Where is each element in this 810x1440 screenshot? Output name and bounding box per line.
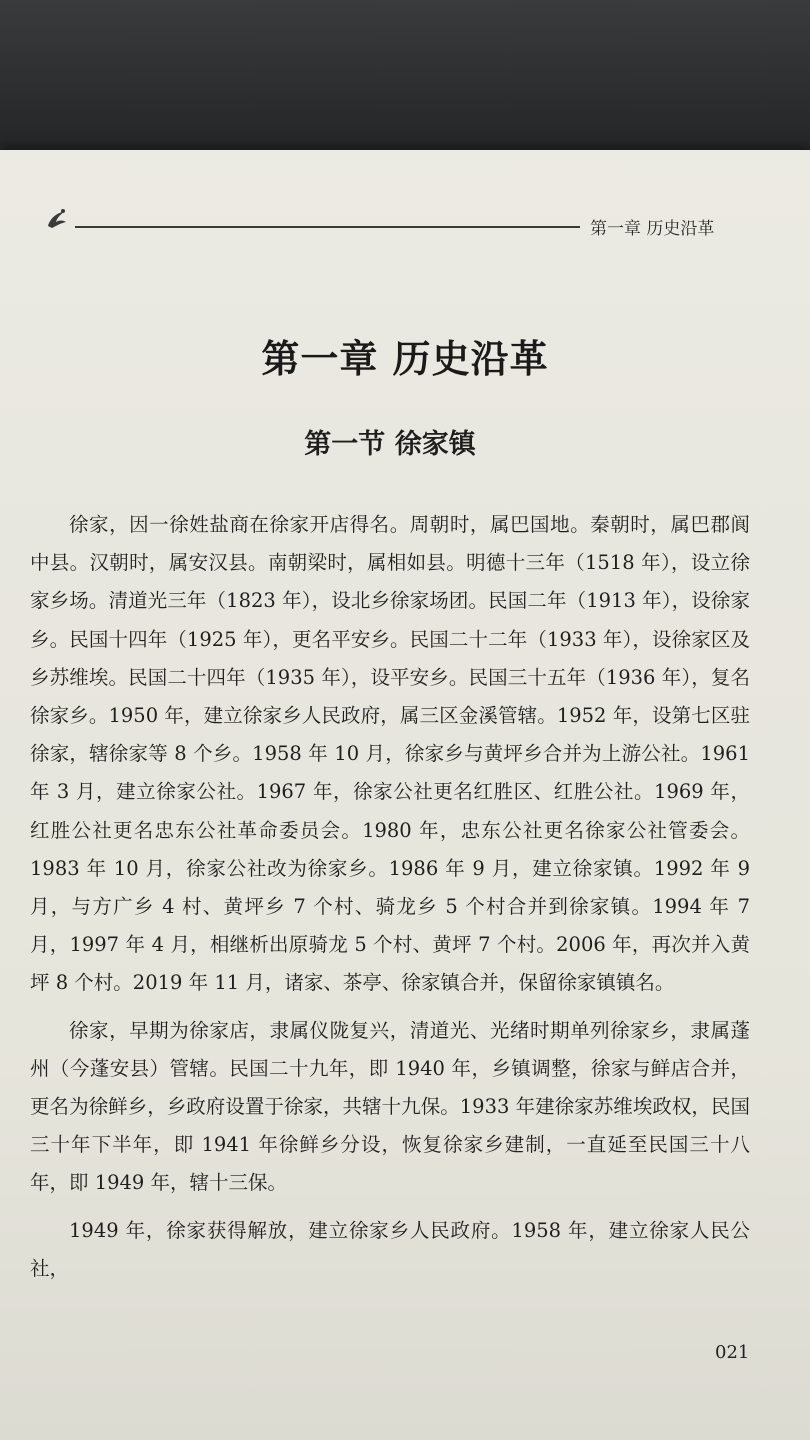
body-text [30,506,750,1288]
page-number: 021 [715,1342,750,1363]
header-rule [75,226,580,228]
paragraph-2: 徐家，早期为徐家店，隶属仪陇复兴，清道光、光绪时期单列徐家乡，隶属蓬州（今蓬安县）管辖。民国二十九年，即 1940 年，乡镇调整，徐家与鲜店合并，更名为徐鲜乡，乡政府设置于徐家，共辖十九保。1933 年建徐家苏维埃政权，民国三十年下半年，即 1941 年徐鲜乡分设，恢复徐家乡建制，一直延至民国三十八年，即 1949 年，辖十三保。 [30,1018,750,1195]
paragraph-1: 徐家，因一徐姓盐商在徐家开店得名。周朝时，属巴国地。秦朝时，属巴郡阆中县。汉朝时，属安汉县。南朝梁时，属相如县。明德十三年（1518 年），设立徐家乡场。清道光三年（1823 年），设北乡徐家场团。民国二年（1913 年），设徐家乡。民国十四年（1925 年），更名平安乡。民国二十二年（1933 年），设徐家区及乡苏维埃。民国二十四年（1935 年），设平安乡。民国三十五年（1936 年），复名徐家乡。1950 年，建立徐家乡人民政府，属三区金溪管辖。1952 年，设第七区驻徐家，辖徐家等 8 个乡。1958 年 10 月，徐家乡与黄坪乡合并为上游公社。1961 年 3 月，建立徐家公社。1967 年，徐家公社更名红胜区、红胜公社。1969 年，红胜公社更名忠东公社革命委员会。1980 年，忠东公社更名徐家公社管委会。1983 年 10 月，徐家公社改为徐家乡。1986 年 9 月，建立徐家镇。1992 年 9 月，与方广乡 4 村、黄坪乡 7 个村、骑龙乡 5 个村合并到徐家镇。1994 年 7 月，1997 年 4 月，相继析出原骑龙 5 个村、黄坪 7 个村。2006 年，再次并入黄坪 8 个村。2019 年 11 月，诸家、茶亭、徐家镇合并，保留徐家镇镇名。 [30,513,750,995]
ornament-icon [44,206,70,232]
book-page [0,150,810,1440]
paragraph-3: 1949 年，徐家获得解放，建立徐家乡人民政府。1958 年，建立徐家人民公社， [30,1218,750,1280]
section-title: 第一节 徐家镇 [304,429,476,460]
running-head: 第一章 历史沿革 [590,219,715,239]
dark-background [0,0,810,170]
chapter-title: 第一章 历史沿革 [261,336,549,381]
